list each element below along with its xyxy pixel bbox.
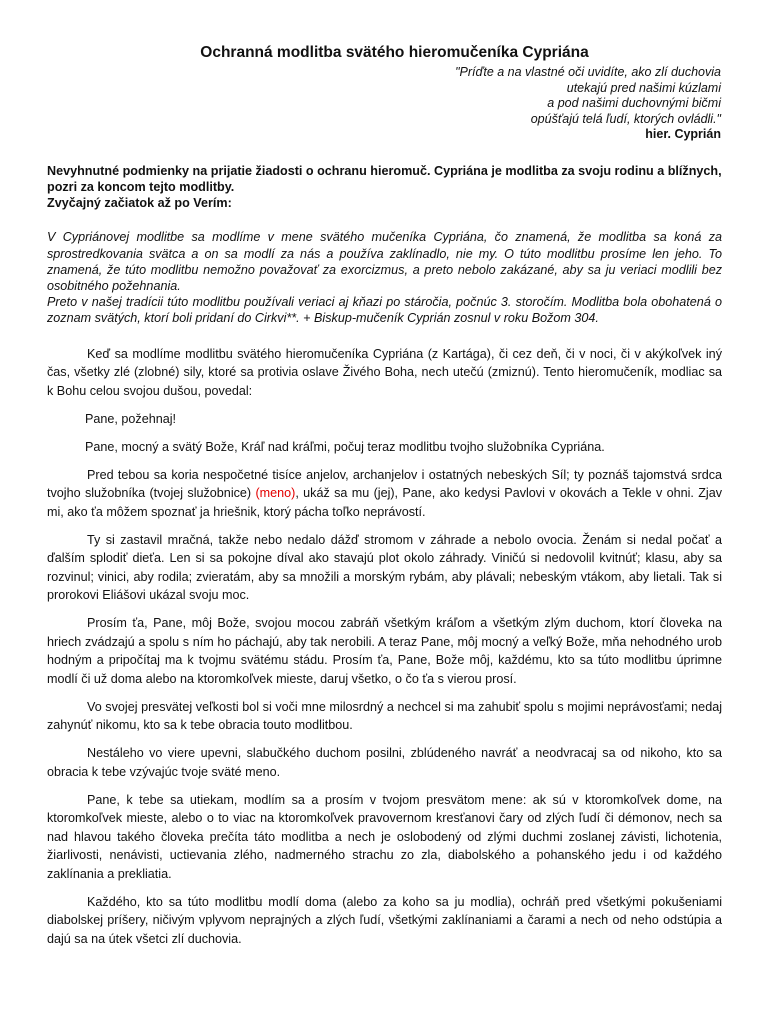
prayer-text: , ukáž sa mu (jej), Pane, ako kedysi Pavlovi v okovách a Tekle v ohni. Zjav mi, ako ťa môžem spoznať ja hriešnik, ktorý pácha toľko neprávostí. — [47, 486, 723, 519]
prayer-paragraph: Vo svojej presvätej veľkosti bol si voči mne milosrdný a nechcel si ma zahubiť spolu s mojimi neprávosťami; nedaj zahynúť nikomu, kto sa k tebe obracia touto modlitbou. — [47, 699, 722, 733]
intro-paragraph: V Cypriánovej modlitbe sa modlíme v mene svätého mučeníka Cypriána, čo znamená, že modlitba sa koná za sprostredkovania svätca a on sa modlí za nás a používa zaklínadlo, nie my. O túto modlitbu prosíme len jeho. To znamená, že túto modlitbu nemožno považovať za exorcizmus, a preto nebolo zakázané, aby sa ju veriaci modlili bez osobitného požehnania. — [47, 230, 722, 293]
epigraph — [47, 65, 721, 143]
prayer-paragraph: Prosím ťa, Pane, môj Bože, svojou mocou zabráň všetkým kráľom a všetkým zlým duchom, ktorí človeka na hriech zvádzajú a spolu s ním ho páchajú, aby tak nerobili. A teraz Pane, môj mocný a veľký Bože, mňa nehodného urob hodným a pripočítaj ma k tvojmu svätému stádu. Prosím ťa, Pane, Bože môj, každému, kto sa túto modlitbu úprimne modlí či už doma alebo na ktoromkoľvek mieste, daruj všetko, o čo ťa s vierou prosí. — [47, 616, 722, 686]
epigraph-line: "Príďte a na vlastné oči uvidíte, ako zlí duchovia — [455, 65, 721, 79]
intro-italic — [47, 229, 722, 326]
epigraph-line: utekajú pred našimi kúzlami — [566, 80, 721, 95]
epigraph-author: hier. Cyprián — [645, 127, 721, 142]
conditions-note — [47, 164, 722, 211]
prayer-paragraph: Keď sa modlíme modlitbu svätého hieromučeníka Cypriána (z Kartága), či cez deň, či v noci, či v akýkoľvek iný čas, všetky zlé (zlobné) sily, ktoré sa protivia oslave Živého Boha, nech utečú (zmiznú). Tento hieromučeník, modliac sa k Bohu celou svojou dušou, povedal: — [47, 346, 722, 398]
name-placeholder: (meno) — [255, 486, 296, 501]
epigraph-line: opúšťajú telá ľudí, ktorých ovládli." — [530, 111, 721, 126]
prayer-paragraph: Pane, požehnaj! — [85, 411, 177, 426]
prayer-text: Pred tebou sa koria nespočetné tisíce anjelov, archanjelov i ostatných nebeských Síl; ty poznáš tajomstvá srdca tvojho služobníka (tvojej služobnice) — [47, 467, 722, 501]
page-title: Ochranná modlitba svätého hieromučeníka Cypriána — [200, 44, 589, 61]
prayer-paragraph: Pane, k tebe sa utiekam, modlím sa a prosím v tvojom presvätom mene: ak sú v ktoromkoľvek dome, na ktoromkoľvek mieste, alebo o to viac na ktoromkoľvek pravovernom kresťanovi čary od zlých ľudí či démonov, nech sa nad hlavou takého človeka prečíta táto modlitba a nech je oslobodený od zlými duchmi zoslanej závisti, lichotenia, žiarlivosti, nenávisti, uctievania zlého, nadmerného strachu zo zla, diabolského a pohanského jedu i od každého zaklínania a prekliatia. — [47, 792, 722, 881]
conditions-line: Nevyhnutné podmienky na prijatie žiadosti o ochranu hieromuč. Cypriána je modlitba za svoju rodinu a blížnych, pozri za koncom tejto modlitby. — [47, 163, 722, 194]
epigraph-line: a pod našimi duchovnými bičmi — [547, 96, 721, 111]
prayer-paragraph: Nestáleho vo viere upevni, slabučkého duchom posilni, zblúdeného navráť a neodvracaj sa od nikoho, kto sa obracia k tebe vzývajúc tvoje sväté meno. — [47, 746, 722, 779]
prayer-paragraph — [47, 466, 722, 522]
prayer-paragraph: Pane, mocný a svätý Bože, Kráľ nad kráľmi, počuj teraz modlitbu tvojho služobníka Cypriána. — [85, 439, 605, 454]
conditions-line: Zvyčajný začiatok až po Verím: — [47, 195, 232, 210]
prayer-paragraph: Každého, kto sa túto modlitbu modlí doma (alebo za koho sa ju modlia), ochráň pred všetkými pokušeniami diabolskej príšery, ničivým vplyvom neprajných a zlých ľudí, všetkými zaklínaniami a čarami a nech od neho odstúpia a dajú sa na útek všetci zlí duchovia. — [47, 894, 722, 946]
prayer-body — [47, 345, 722, 949]
prayer-paragraph: Ty si zastavil mračná, takže nebo nedalo dážď stromom v záhrade a nebolo ovocia. Ženám si nedal počať a ďalším splodiť dieťa. Len si sa pokojne díval ako stavajú plot okolo záhrady. Viničú si nedovolil kvitnúť; klasu, aby sa rozvinul; vinici, aby rodila; zvieratám, aby sa množili a morským rybám, aby plávali; nebeským vtákom, aby lietali. Tak si prorokovi Eliášovi ukázal svoju moc. — [47, 532, 722, 603]
intro-paragraph: Preto v našej tradícii túto modlitbu používali veriaci aj kňazi po stáročia, počnúc 3. storočím. Modlitba bola obohatená o zoznam svätých, ktorí boli pridaní do Cirkvi**. + Biskup-mučeník Cyprián zosnul v roku Božom 304. — [47, 295, 722, 326]
